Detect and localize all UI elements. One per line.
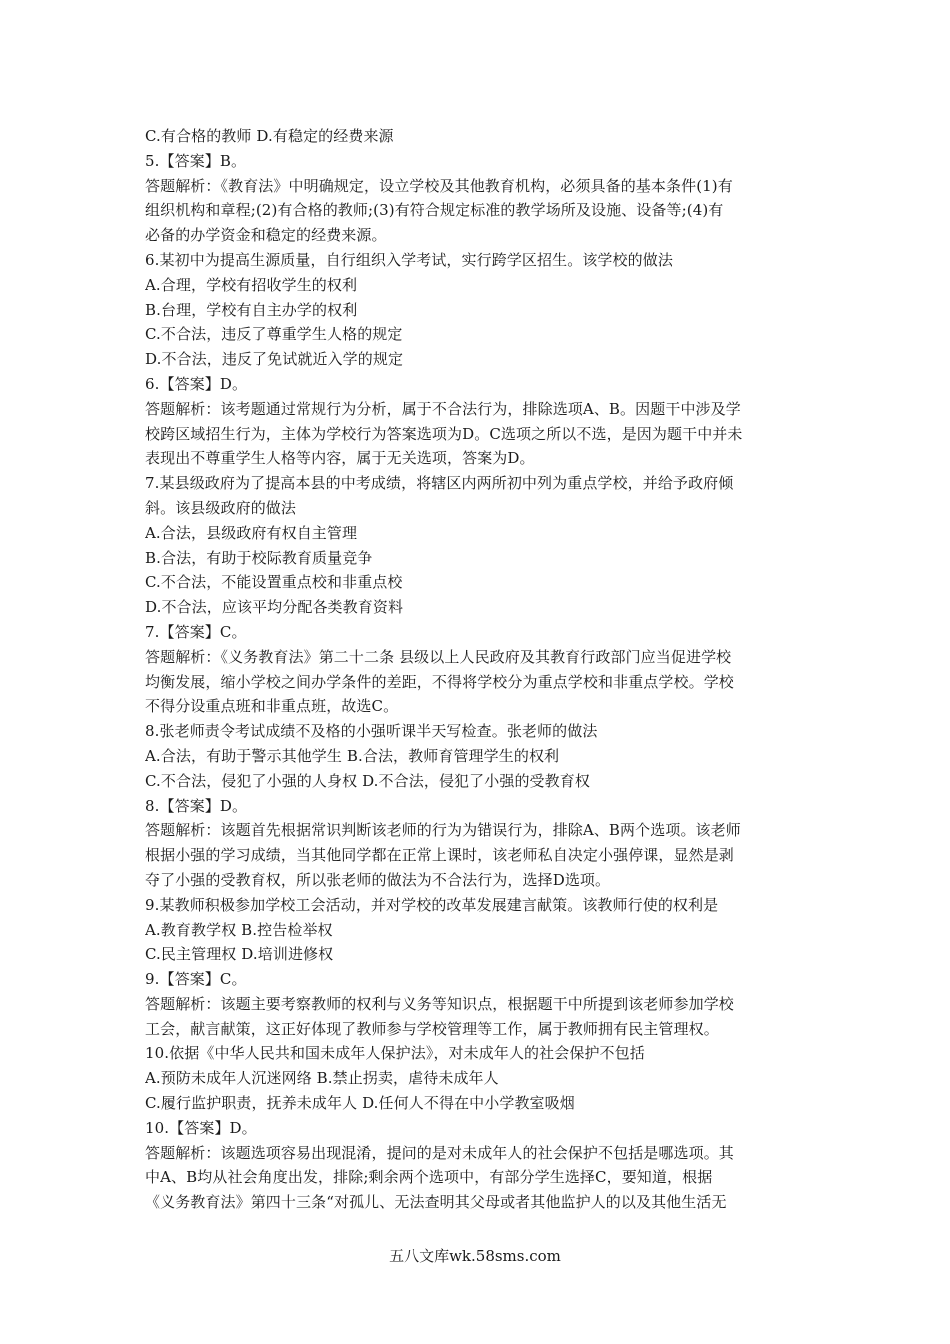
text-line: 10.【答案】D。 — [145, 1118, 257, 1137]
text-line: 5.【答案】B。 — [145, 151, 247, 170]
document-body — [145, 124, 815, 1215]
text-line: B.合法，有助于校际教育质量竞争 — [145, 548, 373, 567]
text-line: 夺了小强的受教育权，所以张老师的做法为不合法行为，选择D选项。 — [145, 870, 611, 889]
text-line: D.不合法，违反了免试就近入学的规定 — [145, 350, 404, 369]
page-footer: 五八文库wk.58sms.com — [389, 1247, 561, 1265]
text-line: 8.张老师责令考试成绩不及格的小强听课半天写检查。张老师的做法 — [145, 722, 598, 741]
text-line: 校跨区域招生行为，主体为学校行为答案选项为D。C选项之所以不选，是因为题干中并未 — [145, 424, 743, 443]
text-line: 答题解析：该题选项容易出现混淆，提问的是对未成年人的社会保护不包括是哪选项。其 — [145, 1143, 734, 1162]
text-line: 7.某县级政府为了提高本县的中考成绩，将辖区内两所初中列为重点学校，并给予政府倾 — [145, 474, 734, 493]
text-line: 答题解析：该题首先根据常识判断该老师的行为为错误行为，排除A、B两个选项。该老师 — [145, 821, 741, 840]
text-line: 9.某教师积极参加学校工会活动，并对学校的改革发展建言献策。该教师行使的权利是 — [145, 895, 719, 914]
text-line: B.台理，学校有自主办学的权利 — [145, 300, 358, 319]
text-line: 10.依据《中华人民共和国未成年人保护法》，对未成年人的社会保护不包括 — [145, 1044, 645, 1063]
text-line: 工会，献言献策，这正好体现了教师参与学校管理等工作，属于教师拥有民主管理权。 — [145, 1019, 719, 1038]
text-line: 中A、B均从社会角度出发，排除;剩余两个选项中，有部分学生选择C，要知道，根据 — [145, 1168, 713, 1187]
text-line: A.预防未成年人沉迷网络 B.禁止拐卖，虐待未成年人 — [145, 1069, 499, 1088]
text-line: 《义务教育法》第四十三条“对孤儿、无法查明其父母或者其他监护人的以及其他生活无 — [145, 1193, 727, 1212]
text-line: 8.【答案】D。 — [145, 796, 248, 815]
text-line: 根据小强的学习成绩，当其他同学都在正常上课时，该老师私自决定小强停课，显然是剥 — [145, 846, 734, 865]
text-line: C.有合格的教师 D.有稳定的经费来源 — [145, 127, 394, 145]
text-line: 答题解析：该题主要考察教师的权利与义务等知识点，根据题干中所提到该老师参加学校 — [145, 994, 734, 1013]
text-line: A.教育教学权 B.控告检举权 — [145, 920, 333, 939]
text-line: C.不合法，违反了尊重学生人格的规定 — [145, 325, 403, 344]
text-line: A.合理，学校有招收学生的权利 — [145, 275, 358, 294]
text-line: 7.【答案】C。 — [145, 622, 247, 641]
text-line: A.合法，有助于警示其他学生 B.合法，教师育管理学生的权利 — [145, 746, 560, 765]
text-line: 表现出不尊重学生人格等内容，属于无关选项，答案为D。 — [145, 449, 535, 468]
text-line: 9.【答案】C。 — [145, 970, 247, 989]
text-line: 答题解析：该考题通过常规行为分析，属于不合法行为，排除选项A、B。因题干中涉及学 — [145, 399, 741, 418]
text-line: 必备的办学资金和稳定的经费来源。 — [145, 226, 387, 245]
text-line: 斜。该县级政府的做法 — [145, 498, 297, 517]
text-line: 组织机构和章程;(2)有合格的教师;(3)有符合规定标准的教学场所及设施、设备等;(4)有 — [145, 201, 724, 220]
text-line: C.履行监护职责，抚养未成年人 D.任何人不得在中小学教室吸烟 — [145, 1094, 575, 1113]
text-line: 6.某初中为提高生源质量，自行组织入学考试，实行跨学区招生。该学校的做法 — [145, 250, 673, 269]
text-line: 答题解析：《教育法》中明确规定，设立学校及其他教育机构，必须具备的基本条件(1)有 — [145, 176, 733, 195]
text-line: C.不合法，不能设置重点校和非重点校 — [145, 573, 403, 592]
text-line: 答题解析：《义务教育法》第二十二条 县级以上人民政府及其教育行政部门应当促进学校 — [145, 647, 732, 666]
text-line: 6.【答案】D。 — [145, 374, 248, 393]
text-line: A.合法，县级政府有权自主管理 — [145, 523, 358, 542]
text-line: D.不合法，应该平均分配各类教育资料 — [145, 598, 404, 617]
text-line: 均衡发展，缩小学校之间办学条件的差距，不得将学校分为重点学校和非重点学校。学校 — [145, 672, 734, 691]
text-line: C.不合法，侵犯了小强的人身权 D.不合法，侵犯了小强的受教育权 — [145, 771, 590, 790]
text-line: C.民主管理权 D.培训进修权 — [145, 945, 334, 964]
text-line: 不得分设重点班和非重点班，故选C。 — [145, 697, 399, 716]
